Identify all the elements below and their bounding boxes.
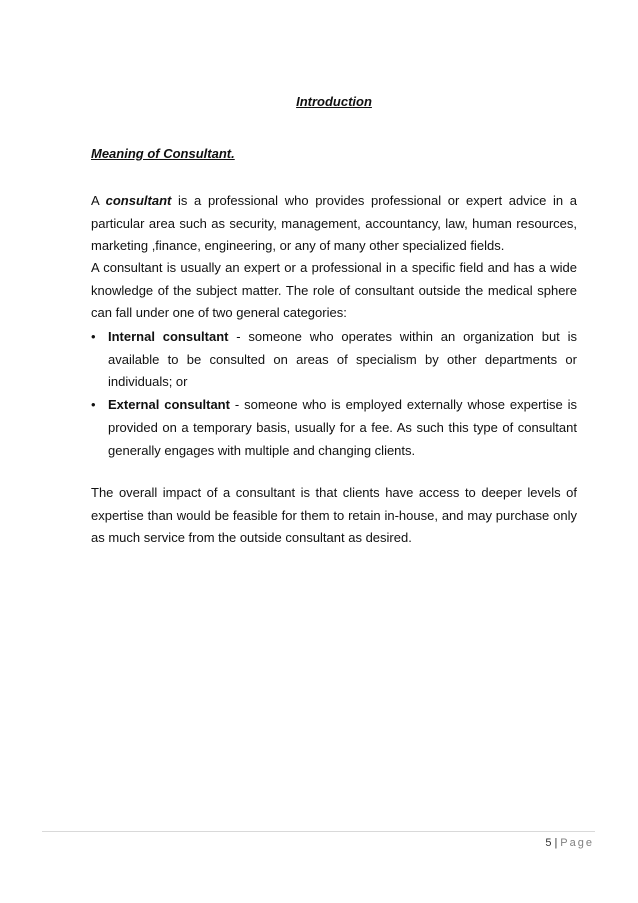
list-item-external [91,394,577,462]
page-label: Page [560,837,594,849]
external-consultant-term: External consultant [108,397,230,413]
paragraph-definition-rest: is a professional who provides professional or expert advice in a particular area such as security, management, accountancy, law, human resources, marketing ,finance, engineering, or any of many other specialized fields. [91,193,577,254]
internal-consultant-term: Internal consultant [108,329,229,344]
page-number: 5 [545,837,552,849]
consultant-term: consultant [105,193,172,208]
internal-consultant-text: - someone who operates within an organization but is available to be consulted on areas of specialism by other departments or individuals; or [108,329,577,390]
category-list [91,326,577,462]
paragraph-impact: The overall impact of a consultant is that clients have access to deeper levels of expertise than would be feasible for them to retain in-house, and may purchase only as much service from the outside consultant as desired. [91,485,577,546]
page-title: Introduction [296,94,372,109]
bullet-icon: • [91,329,96,344]
bullet-icon: • [91,397,96,413]
footer-divider [42,831,595,832]
section-heading: Meaning of Consultant. [91,146,235,161]
external-consultant-text: - someone who is employed externally whose expertise is provided on a temporary basis, usually for a fee. As such this type of consultant generally engages with multiple and changing clients. [108,397,577,458]
footer-separator: | [554,837,558,849]
paragraph-definition [91,190,577,258]
list-item-internal [91,326,577,394]
paragraph-role: A consultant is usually an expert or a professional in a specific field and has a wide knowledge of the subject matter. The role of consultant outside the medical sphere can fall under one of two general categories: [91,260,577,321]
paragraph-definition-lead: A [91,193,106,208]
page-footer [545,837,594,849]
